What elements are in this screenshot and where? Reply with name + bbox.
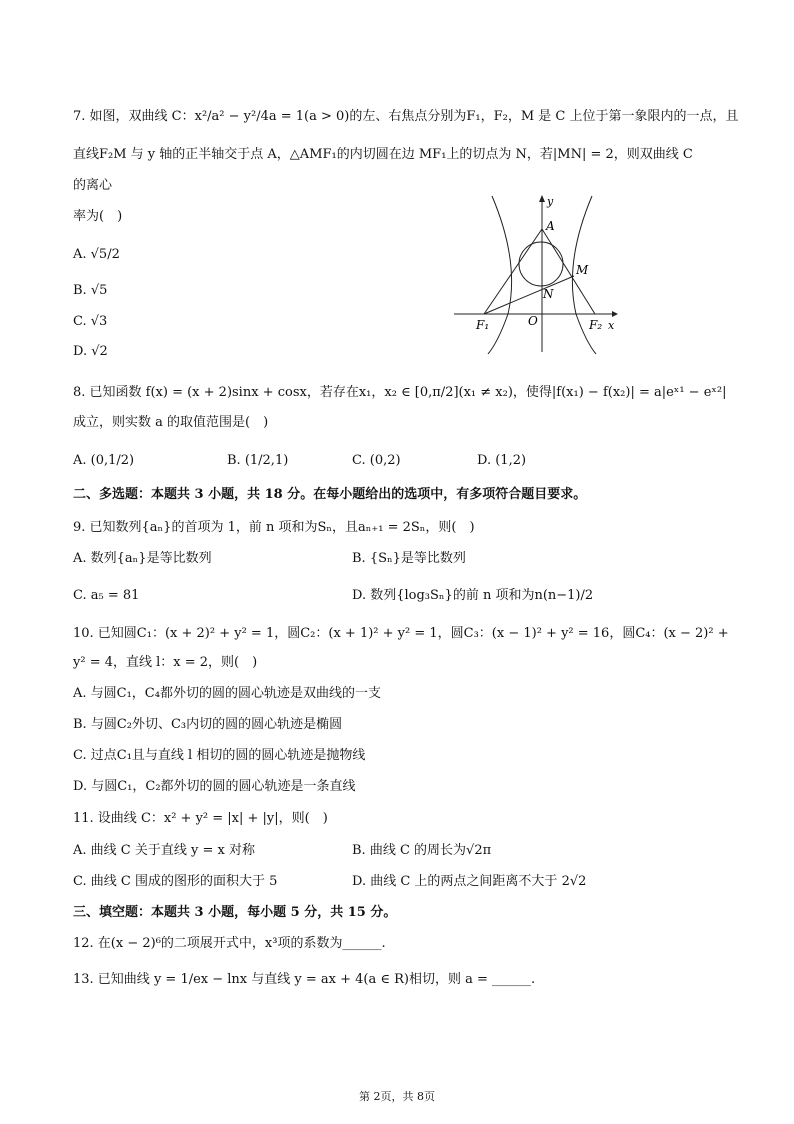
- label-n: N: [543, 287, 554, 301]
- label-o: O: [528, 314, 538, 328]
- q7-line4: 率为( ): [73, 209, 123, 224]
- q7-option-a: A. √5/2: [73, 247, 120, 262]
- q12-line: 12. 在(x − 2)⁶的二项展开式中，x³项的系数为______.: [73, 936, 386, 951]
- label-m: M: [576, 263, 589, 277]
- q11-option-d: D. 曲线 C 上的两点之间距离不大于 2√2: [352, 874, 587, 889]
- q10-option-d: D. 与圆C₁，C₂都外切的圆的圆心轨迹是一条直线: [73, 779, 356, 794]
- q8-option-c: C. (0,2): [352, 453, 401, 468]
- q7-line3: 的离心: [73, 178, 113, 193]
- q11-option-b: B. 曲线 C 的周长为√2π: [352, 843, 492, 858]
- label-f1: F₁: [476, 318, 490, 332]
- q9-option-a: A. 数列{aₙ}是等比数列: [73, 551, 212, 566]
- q8-line1: 8. 已知函数 f(x) = (x + 2)sinx + cosx，若存在x₁，x₂ ∈ [0,π/2](x₁ ≠ x₂)，使得|f(x₁) − f(x₂)| = a|eˣ¹ − eˣ²|: [73, 385, 727, 400]
- x-axis-arrow: [612, 311, 618, 317]
- q10-line1: 10. 已知圆C₁：(x + 2)² + y² = 1，圆C₂：(x + 1)² + y² = 1，圆C₃：(x − 1)² + y² = 16，圆C₄：(x − 2)² +: [73, 626, 729, 641]
- q8-option-a: A. (0,1/2): [73, 453, 135, 468]
- y-axis-arrow: [539, 195, 545, 202]
- q8-option-b: B. (1/2,1): [227, 453, 289, 468]
- section-fill-in: 三、填空题：本题共 3 小题，每小题 5 分，共 15 分。: [73, 905, 397, 920]
- q11-option-a: A. 曲线 C 关于直线 y = x 对称: [73, 843, 255, 858]
- hyperbola-figure: [450, 192, 630, 354]
- q11-line1: 11. 设曲线 C：x² + y² = |x| + |y|，则( ): [73, 811, 328, 826]
- q9-option-c: C. a₅ = 81: [73, 588, 140, 603]
- page-footer: 第 2页，共 8页: [359, 1090, 435, 1103]
- hyperbola-left-branch: [488, 196, 512, 354]
- q7-option-c: C. √3: [73, 314, 108, 329]
- q11-option-c: C. 曲线 C 围成的图形的面积大于 5: [73, 874, 278, 889]
- q10-option-b: B. 与圆C₂外切、C₃内切的圆的圆心轨迹是椭圆: [73, 717, 343, 732]
- q8-line2: 成立，则实数 a 的取值范围是( ): [73, 415, 269, 430]
- q9-option-b: B. {Sₙ}是等比数列: [352, 551, 466, 566]
- q10-option-a: A. 与圆C₁，C₄都外切的圆的圆心轨迹是双曲线的一支: [73, 686, 381, 701]
- q10-line2: y² = 4，直线 l：x = 2，则( ): [73, 655, 258, 670]
- q8-option-d: D. (1,2): [477, 453, 527, 468]
- section-multiple-choice: 二、多选题：本题共 3 小题，共 18 分。在每小题给出的选项中，有多项符合题目要求。: [73, 487, 587, 502]
- q7-option-d: D. √2: [73, 344, 108, 359]
- label-x: x: [608, 319, 615, 332]
- q7-line2: 直线F₂M 与 y 轴的正半轴交于点 A，△AMF₁的内切圆在边 MF₁上的切点为 N，若|MN| = 2，则双曲线 C: [73, 147, 693, 162]
- q7-option-b: B. √5: [73, 283, 108, 298]
- label-a: A: [546, 219, 555, 233]
- q13-line: 13. 已知曲线 y = 1/ex − lnx 与直线 y = ax + 4(a ∈ R)相切，则 a = ______.: [73, 972, 536, 987]
- label-y: y: [547, 195, 554, 208]
- q7-line1: 7. 如图，双曲线 C：x²/a² − y²/4a = 1(a > 0)的左、右焦点分别为F₁，F₂，M 是 C 上位于第一象限内的一点，且: [73, 109, 739, 124]
- q10-option-c: C. 过点C₁且与直线 l 相切的圆的圆心轨迹是抛物线: [73, 748, 366, 763]
- incircle: [519, 242, 563, 286]
- q9-option-d: D. 数列{log₃Sₙ}的前 n 项和为n(n−1)/2: [352, 588, 594, 603]
- label-f2: F₂: [589, 318, 603, 332]
- q9-line1: 9. 已知数列{aₙ}的首项为 1，前 n 项和为Sₙ，且aₙ₊₁ = 2Sₙ，则( ): [73, 520, 475, 535]
